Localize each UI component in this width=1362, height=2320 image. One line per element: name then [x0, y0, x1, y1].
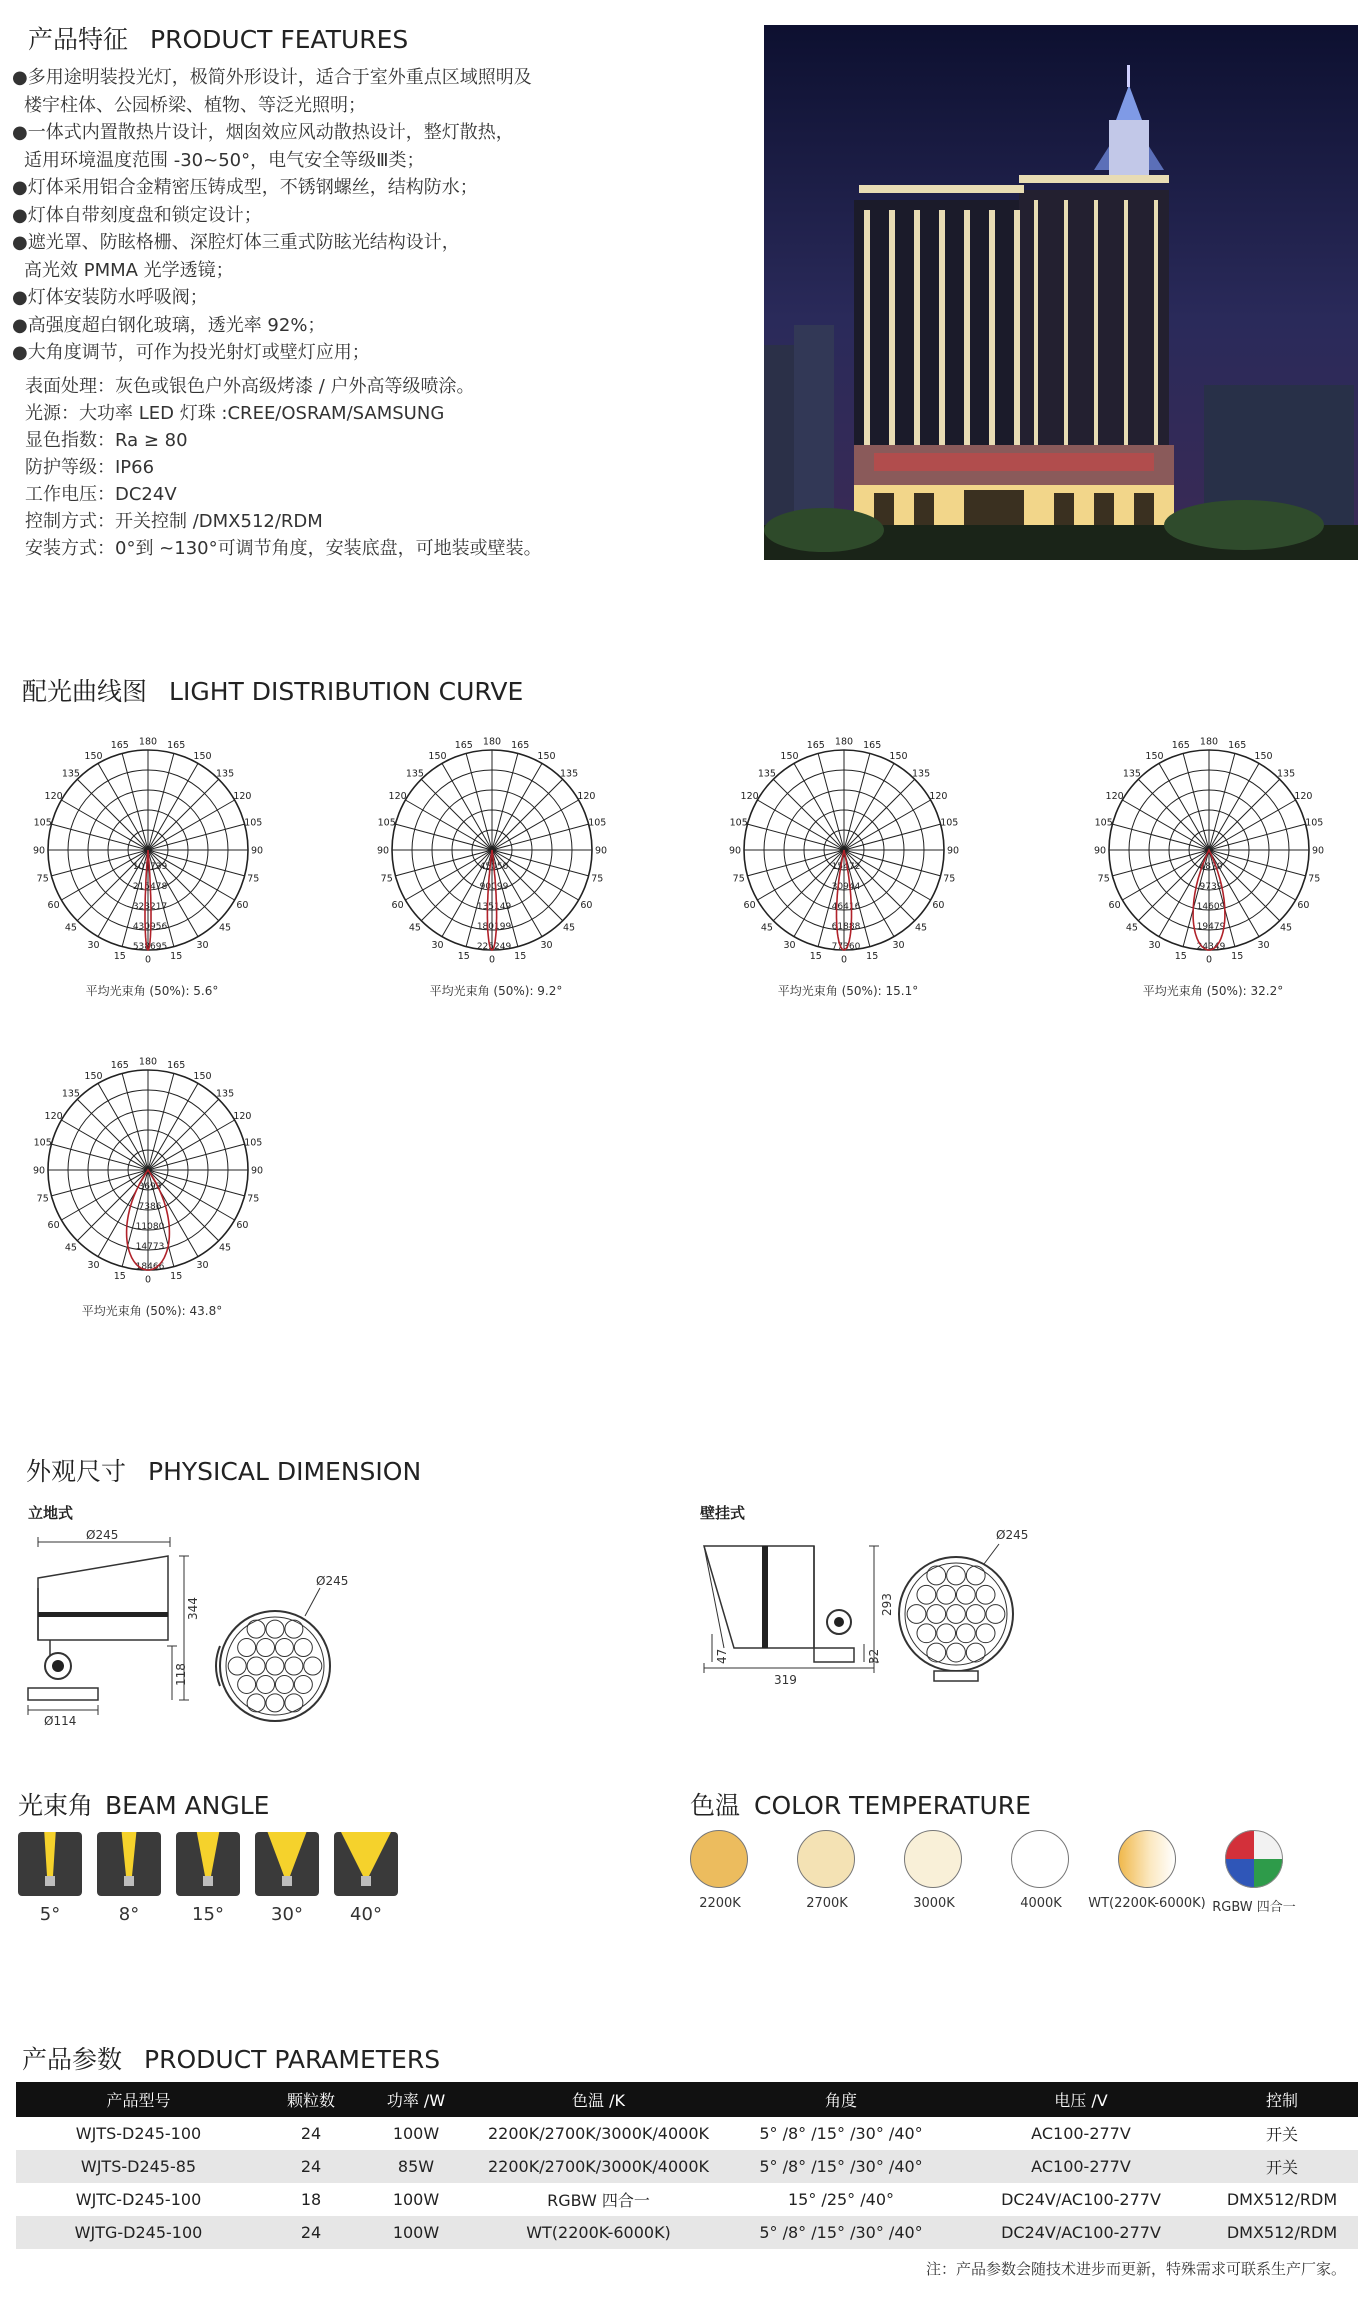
- wall-mount-label: 壁挂式: [700, 1504, 746, 1522]
- polar-plot: [22, 1052, 282, 1302]
- ring-value-label: 3693: [138, 1182, 162, 1192]
- angle-tick-label: 150: [428, 751, 447, 763]
- angle-tick-label: 90: [1311, 845, 1325, 857]
- floor-base-height: 118: [174, 1663, 188, 1686]
- building-night-photo: [764, 25, 1358, 560]
- params-table: [16, 2082, 1358, 2249]
- cell: WJTS-D245-100: [75, 2124, 202, 2143]
- beam-icon: [176, 1832, 240, 1896]
- angle-tick-label: 60: [1297, 900, 1310, 911]
- angle-tick-label: 30: [540, 939, 553, 951]
- angle-tick-label: 90: [946, 845, 960, 857]
- angle-tick-label: 135: [912, 768, 931, 780]
- angle-tick-label: 45: [219, 1242, 232, 1254]
- beam-cone: [197, 1832, 220, 1876]
- angle-tick-label: 135: [216, 1088, 235, 1100]
- feature-line: 高光效 PMMA 光学透镜；: [24, 259, 234, 281]
- curves-title: 配光曲线图 LIGHT DISTRIBUTION CURVE: [22, 677, 524, 706]
- angle-tick-label: 165: [110, 740, 129, 752]
- ring-value-label: 225249: [476, 942, 512, 952]
- ring-value-label: 77360: [831, 942, 861, 952]
- angle-tick-label: 135: [61, 1088, 80, 1100]
- cell: 24: [261, 2216, 361, 2249]
- col-header: 角度: [726, 2082, 956, 2117]
- angle-tick-label: 30: [87, 939, 100, 951]
- col-header: 功率 /W: [361, 2082, 471, 2117]
- angle-tick-label: 45: [563, 922, 576, 934]
- cell: 开关: [1265, 2125, 1298, 2144]
- cell: 5° /8° /15° /30° /40°: [726, 2216, 956, 2249]
- angle-tick-label: 45: [408, 922, 421, 934]
- angle-tick-label: 105: [1094, 817, 1113, 829]
- beam-angle-caption: 平均光束角 (50%): 43.8°: [81, 1304, 223, 1318]
- ring-value-label: 14773: [135, 1242, 165, 1252]
- polar-chart-4: [1083, 732, 1343, 1002]
- wall-face-diameter: Ø245: [996, 1528, 1029, 1542]
- cell: WT(2200K-6000K): [471, 2216, 726, 2249]
- beam-angle-title: 光束角 BEAM ANGLE: [18, 1791, 270, 1820]
- angle-tick-label: 15: [113, 950, 126, 962]
- color-label: 4000K: [1020, 1896, 1062, 1911]
- angle-tick-label: 90: [250, 845, 264, 857]
- angle-tick-label: 150: [1145, 751, 1164, 763]
- feature-line: ●大角度调节，可作为投光射灯或壁灯应用；: [12, 342, 370, 363]
- cell: 2200K/2700K/3000K/4000K: [487, 2124, 709, 2143]
- angle-tick-label: 180: [482, 736, 502, 748]
- angle-tick-label: 30: [1257, 939, 1270, 951]
- ring-value-label: 14609: [1196, 902, 1226, 912]
- angle-tick-label: 120: [44, 1111, 63, 1122]
- spec-line: 安装方式：0°到 ~130°可调节角度，安装底盘，可地装或壁装。: [25, 538, 542, 559]
- angle-tick-label: 120: [740, 791, 759, 802]
- angle-tick-label: 60: [743, 900, 756, 911]
- angle-tick-label: 165: [110, 1060, 129, 1072]
- beam-source: [203, 1876, 213, 1886]
- color-label: 2200K: [699, 1896, 741, 1911]
- angle-tick-label: 120: [233, 791, 252, 802]
- color-swatch-wt: [1118, 1830, 1176, 1888]
- cell: 15° /25° /40°: [787, 2190, 895, 2209]
- beam-source: [361, 1876, 371, 1886]
- beam-label: 15°: [192, 1904, 224, 1925]
- angle-tick-label: 90: [728, 845, 742, 857]
- feature-line: 楼宇柱体、公园桥梁、植物、等泛光照明；: [24, 94, 366, 116]
- feature-line: ●多用途明装投光灯，极简外形设计，适合于室外重点区域照明及: [12, 67, 532, 88]
- cell: 2200K/2700K/3000K/4000K: [471, 2150, 726, 2183]
- cell: AC100-277V: [1031, 2124, 1131, 2143]
- angle-tick-label: 165: [806, 740, 825, 752]
- angle-tick-label: 90: [32, 1165, 46, 1177]
- ring-value-label: 18466: [135, 1262, 165, 1272]
- angle-tick-label: 90: [32, 845, 46, 857]
- beam-angle-caption: 平均光束角 (50%): 9.2°: [429, 984, 563, 998]
- ring-value-label: 46416: [831, 902, 861, 912]
- angle-tick-label: 30: [431, 939, 444, 951]
- angle-tick-label: 0: [144, 954, 152, 966]
- polar-plot: [1083, 732, 1343, 982]
- angle-tick-label: 45: [1125, 922, 1138, 934]
- angle-tick-label: 30: [783, 939, 796, 951]
- polar-plot: [366, 732, 626, 982]
- angle-tick-label: 180: [138, 1056, 158, 1068]
- angle-tick-label: 45: [64, 922, 77, 934]
- angle-tick-label: 165: [1228, 740, 1247, 752]
- angle-tick-label: 15: [170, 1270, 183, 1282]
- spec-line: 表面处理：灰色或银色户外高级烤漆 / 户外高等级喷涂。: [25, 376, 475, 397]
- color-swatch-rgbw: [1225, 1830, 1283, 1888]
- beam-icon: [334, 1832, 398, 1896]
- ring-value-label: 180199: [476, 922, 512, 932]
- ring-value-label: 323217: [132, 902, 168, 912]
- cell: DMX512/RDM: [1206, 2216, 1358, 2249]
- beam-label: 5°: [39, 1904, 61, 1925]
- polar-chart-1: [22, 732, 282, 1002]
- angle-tick-label: 0: [144, 1274, 152, 1286]
- angle-tick-label: 15: [457, 950, 470, 962]
- feature-line: ●高强度超白钢化玻璃，透光率 92%；: [12, 314, 326, 336]
- angle-tick-label: 45: [915, 922, 928, 934]
- color-swatch-2700k: [797, 1830, 855, 1888]
- angle-tick-label: 15: [113, 1270, 126, 1282]
- angle-tick-label: 90: [376, 845, 390, 857]
- col-header: 产品型号: [16, 2082, 261, 2117]
- ring-value-label: 215478: [132, 882, 168, 892]
- angle-tick-label: 75: [380, 873, 393, 885]
- params-note: 注：产品参数会随技术进步而更新，特殊需求可联系生产厂家。: [925, 2260, 1346, 2278]
- wall-depth: 319: [774, 1673, 797, 1687]
- ring-value-label: 24349: [1196, 942, 1226, 952]
- angle-tick-label: 15: [866, 950, 879, 962]
- spec-line: 防护等级：IP66: [25, 457, 155, 478]
- angle-tick-label: 105: [1305, 817, 1324, 829]
- angle-tick-label: 30: [196, 939, 209, 951]
- angle-tick-label: 180: [138, 736, 158, 748]
- ring-value-label: 7386: [138, 1202, 162, 1212]
- angle-tick-label: 120: [388, 791, 407, 802]
- angle-tick-label: 135: [1122, 768, 1141, 780]
- angle-tick-label: 165: [1171, 740, 1190, 752]
- cell: 24: [300, 2124, 322, 2143]
- angle-tick-label: 15: [170, 950, 183, 962]
- angle-tick-label: 105: [940, 817, 959, 829]
- beam-cone: [44, 1832, 56, 1876]
- ring-value-label: 135149: [476, 902, 512, 912]
- params-title: 产品参数 PRODUCT PARAMETERS: [22, 2045, 441, 2074]
- angle-tick-label: 180: [1199, 736, 1219, 748]
- cell: 100W: [392, 2190, 440, 2209]
- angle-tick-label: 150: [889, 751, 908, 763]
- angle-tick-label: 120: [1105, 791, 1124, 802]
- color-label: WT(2200K-6000K): [1088, 1896, 1206, 1911]
- beam-cone: [341, 1832, 391, 1876]
- angle-tick-label: 90: [1093, 845, 1107, 857]
- feature-line: ●遮光罩、防眩格栅、深腔灯体三重式防眩光结构设计，: [12, 232, 460, 253]
- angle-tick-label: 150: [537, 751, 556, 763]
- ring-value-label: 30944: [831, 882, 861, 892]
- polar-chart-5: [22, 1052, 282, 1322]
- col-header: 电压 /V: [956, 2082, 1206, 2117]
- angle-tick-label: 135: [757, 768, 776, 780]
- angle-tick-label: 180: [834, 736, 854, 748]
- angle-tick-label: 75: [247, 1193, 260, 1205]
- ring-value-label: 11080: [135, 1222, 165, 1232]
- spec-line: 显色指数：Ra ≥ 80: [25, 430, 188, 451]
- beam-cone: [122, 1832, 137, 1876]
- ring-value-label: 430956: [132, 922, 168, 932]
- angle-tick-label: 75: [36, 873, 49, 885]
- beam-source: [45, 1876, 55, 1886]
- angle-tick-label: 135: [1277, 768, 1296, 780]
- angle-tick-label: 30: [892, 939, 905, 951]
- cell: 5° /8° /15° /30° /40°: [726, 2150, 956, 2183]
- angle-tick-label: 135: [61, 768, 80, 780]
- angle-tick-label: 150: [193, 751, 212, 763]
- polar-plot: [718, 732, 978, 982]
- col-header: 色温 /K: [471, 2082, 726, 2117]
- beam-label: 8°: [118, 1904, 140, 1925]
- color-swatch-3000k: [904, 1830, 962, 1888]
- angle-tick-label: 120: [929, 791, 948, 802]
- beam-label: 30°: [271, 1904, 303, 1925]
- angle-tick-label: 60: [236, 1220, 249, 1231]
- floor-height: 344: [186, 1597, 200, 1620]
- ring-value-label: 19479: [1196, 922, 1226, 932]
- feature-line: ●灯体自带刻度盘和锁定设计；: [12, 204, 262, 226]
- feature-line: ●灯体安装防水呼吸阀；: [12, 287, 208, 308]
- ring-value-label: 90099: [479, 882, 509, 892]
- angle-tick-label: 135: [405, 768, 424, 780]
- angle-tick-label: 165: [511, 740, 530, 752]
- cell: AC100-277V: [956, 2150, 1206, 2183]
- beam-angle-caption: 平均光束角 (50%): 15.1°: [777, 984, 919, 998]
- angle-tick-label: 75: [591, 873, 604, 885]
- angle-tick-label: 90: [250, 1165, 264, 1177]
- angle-tick-label: 75: [247, 873, 260, 885]
- col-header: 控制: [1206, 2082, 1358, 2117]
- color-swatch-4000k: [1011, 1830, 1069, 1888]
- wall-offset-b: 32: [867, 1648, 881, 1664]
- angle-tick-label: 75: [36, 1193, 49, 1205]
- spec-line: 控制方式：开关控制 /DMX512/RDM: [25, 511, 323, 532]
- col-header: 颗粒数: [261, 2082, 361, 2117]
- polar-plot: [22, 732, 282, 982]
- angle-tick-label: 105: [244, 1137, 263, 1149]
- cell: 24: [261, 2150, 361, 2183]
- floor-mount-drawing: [20, 1528, 360, 1764]
- wall-offset-a: 47: [715, 1648, 729, 1664]
- beam-icon: [97, 1832, 161, 1896]
- dimension-title: 外观尺寸 PHYSICAL DIMENSION: [26, 1457, 422, 1486]
- ring-value-label: 15472: [831, 862, 861, 872]
- beam-angle-caption: 平均光束角 (50%): 5.6°: [85, 984, 219, 998]
- cell: 5° /8° /15° /30° /40°: [759, 2124, 923, 2143]
- wall-height: 293: [880, 1593, 894, 1616]
- angle-tick-label: 150: [1254, 751, 1273, 763]
- table-row: [16, 2216, 1358, 2249]
- ring-value-label: 45050: [479, 862, 509, 872]
- angle-tick-label: 0: [488, 954, 496, 966]
- angle-tick-label: 60: [47, 1220, 60, 1231]
- angle-tick-label: 15: [809, 950, 822, 962]
- angle-tick-label: 45: [760, 922, 773, 934]
- angle-tick-label: 45: [64, 1242, 77, 1254]
- beam-angle-caption: 平均光束角 (50%): 32.2°: [1142, 984, 1284, 998]
- angle-tick-label: 105: [33, 817, 52, 829]
- angle-tick-label: 105: [377, 817, 396, 829]
- polar-chart-2: [366, 732, 626, 1002]
- cell: 18: [300, 2190, 322, 2209]
- angle-tick-label: 75: [1097, 873, 1110, 885]
- floor-top-diameter: Ø245: [86, 1528, 119, 1542]
- beam-source: [282, 1876, 292, 1886]
- beam-angle-row: [18, 1832, 408, 1932]
- cell: 100W: [392, 2124, 440, 2143]
- ring-value-label: 4870: [1199, 862, 1223, 872]
- angle-tick-label: 105: [33, 1137, 52, 1149]
- color-temp-title: 色温 COLOR TEMPERATURE: [690, 1791, 1031, 1820]
- features-title: 产品特征 PRODUCT FEATURES: [28, 25, 409, 54]
- angle-tick-label: 60: [47, 900, 60, 911]
- polar-chart-3: [718, 732, 978, 1002]
- cell: DC24V/AC100-277V: [956, 2216, 1206, 2249]
- cell: WJTS-D245-85: [16, 2150, 261, 2183]
- beam-icon: [18, 1832, 82, 1896]
- cell: 开关: [1206, 2150, 1358, 2183]
- angle-tick-label: 165: [167, 1060, 186, 1072]
- angle-tick-label: 45: [219, 922, 232, 934]
- spec-line: 光源：大功率 LED 灯珠 :CREE/OSRAM/SAMSUNG: [25, 403, 445, 424]
- beam-icon: [255, 1832, 319, 1896]
- ring-value-label: 107739: [132, 862, 168, 872]
- angle-tick-label: 30: [196, 1259, 209, 1271]
- cell: 100W: [361, 2216, 471, 2249]
- wall-mount-drawing: [694, 1530, 1030, 1734]
- angle-tick-label: 90: [594, 845, 608, 857]
- angle-tick-label: 165: [454, 740, 473, 752]
- cell: WJTG-D245-100: [16, 2216, 261, 2249]
- angle-tick-label: 135: [216, 768, 235, 780]
- angle-tick-label: 150: [84, 751, 103, 763]
- floor-face-diameter: Ø245: [316, 1574, 349, 1588]
- angle-tick-label: 30: [1148, 939, 1161, 951]
- cell: WJTC-D245-100: [75, 2190, 202, 2209]
- beam-cone: [268, 1832, 307, 1876]
- color-swatch-2200k: [690, 1830, 748, 1888]
- angle-tick-label: 60: [236, 900, 249, 911]
- feature-line: ●一体式内置散热片设计，烟囱效应风动散热设计，整灯散热，: [12, 122, 514, 143]
- angle-tick-label: 150: [84, 1071, 103, 1083]
- angle-tick-label: 105: [244, 817, 263, 829]
- angle-tick-label: 150: [780, 751, 799, 763]
- angle-tick-label: 15: [1174, 950, 1187, 962]
- angle-tick-label: 120: [577, 791, 596, 802]
- angle-tick-label: 30: [87, 1259, 100, 1271]
- floor-mount-label: 立地式: [28, 1504, 74, 1522]
- feature-list: [12, 64, 752, 367]
- angle-tick-label: 165: [167, 740, 186, 752]
- table-row: [16, 2150, 1358, 2183]
- ring-value-label: 61888: [831, 922, 861, 932]
- ring-value-label: 9739: [1199, 882, 1223, 892]
- ring-value-label: 538695: [132, 942, 168, 952]
- angle-tick-label: 0: [1205, 954, 1213, 966]
- angle-tick-label: 120: [44, 791, 63, 802]
- cell: RGBW 四合一: [547, 2191, 650, 2210]
- table-row: [16, 2117, 1358, 2150]
- angle-tick-label: 60: [932, 900, 945, 911]
- angle-tick-label: 45: [1280, 922, 1293, 934]
- color-label: 2700K: [806, 1896, 848, 1911]
- angle-tick-label: 75: [943, 873, 956, 885]
- spec-line: 工作电压：DC24V: [25, 484, 177, 505]
- angle-tick-label: 120: [233, 1111, 252, 1122]
- angle-tick-label: 15: [514, 950, 527, 962]
- angle-tick-label: 105: [729, 817, 748, 829]
- floor-base-diameter: Ø114: [44, 1714, 77, 1728]
- beam-source: [124, 1876, 134, 1886]
- table-header: [16, 2082, 1358, 2117]
- angle-tick-label: 165: [863, 740, 882, 752]
- angle-tick-label: 60: [580, 900, 593, 911]
- table-row: [16, 2183, 1358, 2216]
- angle-tick-label: 105: [588, 817, 607, 829]
- angle-tick-label: 135: [560, 768, 579, 780]
- color-label: RGBW 四合一: [1212, 1900, 1296, 1915]
- angle-tick-label: 15: [1231, 950, 1244, 962]
- feature-line: 适用环境温度范围 -30~50°，电气安全等级Ⅲ类；: [24, 149, 425, 171]
- cell: DC24V/AC100-277V: [1001, 2190, 1161, 2209]
- beam-label: 40°: [350, 1904, 382, 1925]
- angle-tick-label: 120: [1294, 791, 1313, 802]
- angle-tick-label: 150: [193, 1071, 212, 1083]
- color-temp-row: [686, 1830, 1326, 1915]
- angle-tick-label: 75: [1308, 873, 1321, 885]
- angle-tick-label: 60: [1108, 900, 1121, 911]
- angle-tick-label: 75: [732, 873, 745, 885]
- color-label: 3000K: [913, 1896, 955, 1911]
- cell: DMX512/RDM: [1226, 2190, 1338, 2209]
- spec-list: [25, 373, 542, 562]
- feature-line: ●灯体采用铝合金精密压铸成型，不锈钢螺丝，结构防水；: [12, 177, 478, 198]
- angle-tick-label: 60: [391, 900, 404, 911]
- cell: 85W: [361, 2150, 471, 2183]
- angle-tick-label: 0: [840, 954, 848, 966]
